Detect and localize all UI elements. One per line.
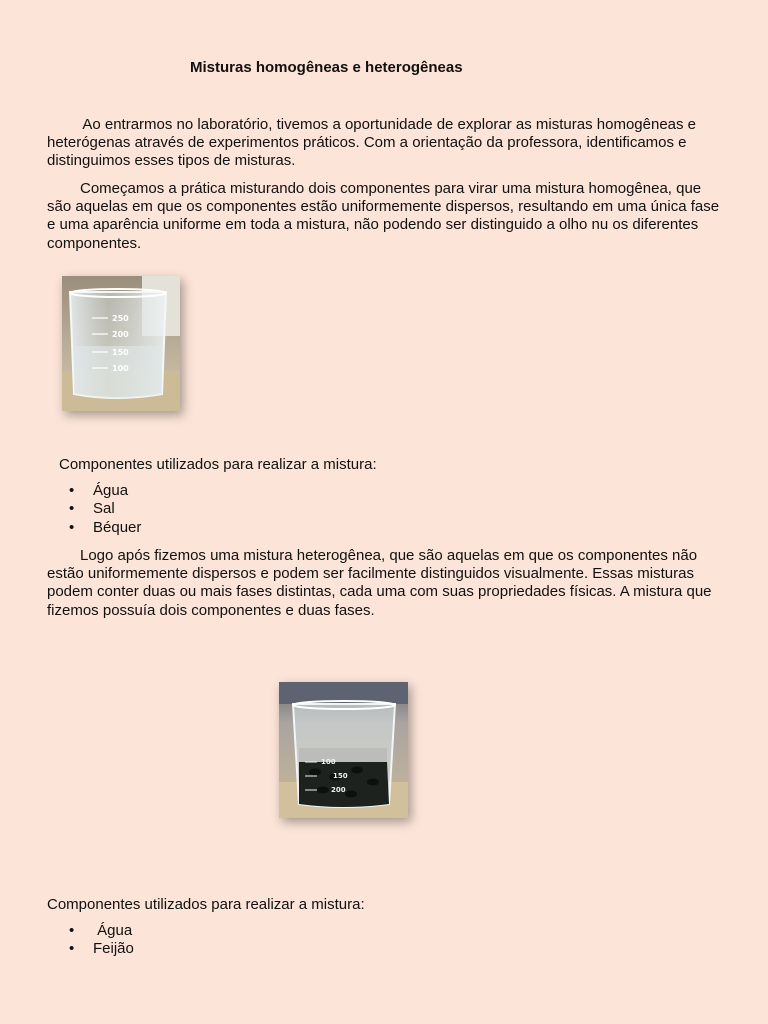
- beaker2-mark-200: 200: [331, 786, 346, 794]
- bullet-icon: •: [69, 482, 75, 499]
- components-list-2: [69, 922, 134, 959]
- list-item-text: Feijão: [93, 940, 134, 958]
- bullet-icon: •: [69, 922, 75, 939]
- components-label-1: Componentes utilizados para realizar a mistura:: [59, 456, 377, 473]
- list-item-text: Béquer: [93, 518, 142, 536]
- paragraph-homogeneous: [47, 180, 727, 253]
- beaker-heterogeneous-image: [279, 682, 408, 818]
- beaker2-mark-100: 100: [321, 758, 336, 766]
- paragraph-heterogeneous-text: Logo após fizemos uma mistura heterogênea, que são aquelas em que os componentes não estão uniformemente dispersos e podem ser facilmente distinguidos visualmente. Essas misturas podem conter duas ou mais fases distintas, cada uma com suas propriedades físicas. A mistura que fizemos possuía dois componentes e duas fases.: [47, 547, 712, 619]
- paragraph-heterogeneous: [47, 547, 727, 620]
- paragraph-intro-text: Ao entrarmos no laboratório, tivemos a oportunidade de explorar as misturas homogêneas e heterógenas através de experimentos práticos. Com a orientação da professora, identificamos e distinguimos esses tipos de misturas.: [47, 116, 697, 170]
- list-item: [69, 518, 142, 537]
- beaker1-mark-200: 200: [112, 330, 129, 339]
- beaker1-mark-150: 150: [112, 348, 129, 357]
- components-list-1: [69, 482, 142, 537]
- list-item-text: Água: [93, 922, 133, 939]
- list-item: [69, 940, 134, 958]
- beaker2-mark-150: 150: [333, 772, 348, 780]
- bullet-icon: •: [69, 518, 75, 536]
- list-item-text: Sal: [93, 500, 115, 518]
- beaker-homogeneous-image: [62, 276, 180, 411]
- beaker1-mark-250: 250: [112, 314, 129, 323]
- paragraph-intro: [47, 116, 727, 171]
- bullet-icon: •: [69, 940, 75, 958]
- beaker1-mark-100: 100: [112, 364, 129, 373]
- bullet-icon: •: [69, 500, 75, 518]
- list-item: [69, 482, 141, 500]
- paragraph-homogeneous-text: Começamos a prática misturando dois componentes para virar uma mistura homogênea, que são aquelas em que os componentes estão uniformemente dispersos, resultando em uma única fase e uma aparência uniforme em toda a mistura, não podendo ser distinguido a olho nu os diferentes componentes.: [47, 180, 720, 252]
- beaker-heterogeneous-photo: [279, 682, 408, 818]
- beaker-homogeneous-photo: [62, 276, 180, 411]
- list-item: [69, 500, 141, 518]
- list-item: [69, 922, 134, 940]
- list-item-text: Água: [93, 482, 129, 499]
- document-title: Misturas homogêneas e heterogêneas: [190, 59, 463, 76]
- components-label-2: Componentes utilizados para realizar a mistura:: [47, 896, 365, 913]
